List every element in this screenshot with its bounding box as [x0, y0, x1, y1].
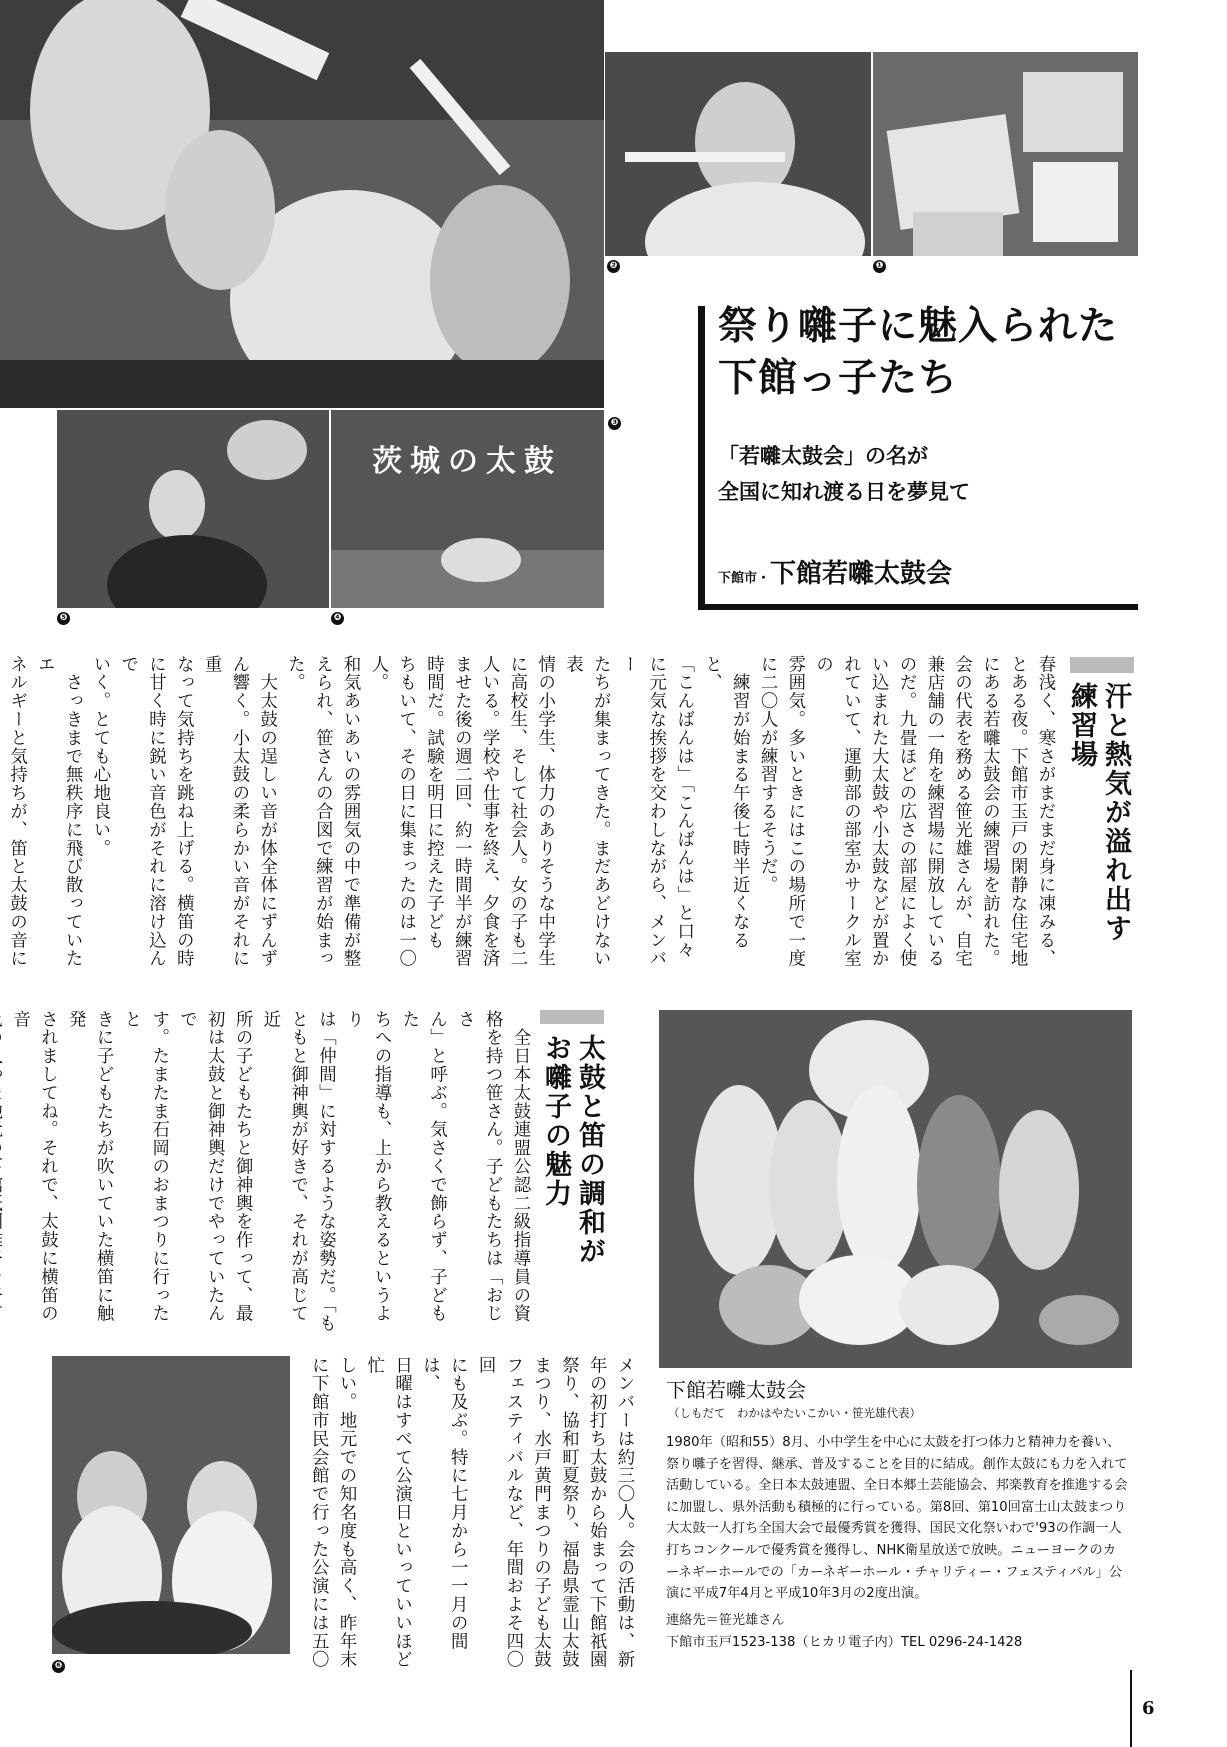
text-column: フェスティバルなど、年間およそ四〇回 [475, 1356, 523, 1669]
text-column: い込まれた大太鼓や小太鼓などが置か [868, 655, 889, 968]
photo-leader-portrait [57, 410, 329, 608]
section1-heading-strip [1070, 657, 1134, 673]
stage-banner-text: 茨城の太鼓 [372, 444, 562, 479]
byline-city: 下館市・ [718, 571, 771, 586]
text-column: とある夜。下館市玉戸の閑静な住宅地 [1007, 655, 1028, 968]
photo-number-badge: ❻ [52, 1660, 65, 1673]
text-column: 春浅く、寒さがまだまだ身に凍みる、 [1035, 655, 1055, 968]
text-column: 大太鼓の逞しい音が体全体にずんず [256, 655, 277, 968]
photo-number-badge: ❺ [57, 612, 70, 625]
text-column: ともと御神輿が好きで、それが高じて近 [259, 1010, 308, 1323]
text-column: されましてね。それで、太鼓に横笛の音 [9, 1010, 58, 1323]
text-column: 時間だ。試験を明日に控えた子ども [423, 655, 444, 950]
photo-number-badge: ❷ [607, 260, 620, 273]
text-column: 「こんばんは」「こんばんは」と口々 [673, 655, 694, 960]
text-column: 日曜はすべて公演日といっていいほど忙 [363, 1356, 412, 1669]
section2-body-upper [9, 1010, 533, 1340]
text-column: いく。とても心地良い。 [89, 655, 110, 858]
photo-group-members [659, 1010, 1132, 1368]
text-column: まつり、水戸黄門まつりの子ども太鼓 [530, 1356, 551, 1669]
text-column: 会の代表を務める笹光雄さんが、自宅 [951, 655, 972, 968]
text-column: に下館市民会館で行った公演には五〇 [308, 1356, 329, 1669]
section2-heading [538, 1034, 606, 1284]
section1-heading-line2: 練習場 [1066, 682, 1097, 769]
byline [718, 553, 952, 590]
text-column: 雰囲気。多いときにはこの場所で一度 [784, 655, 805, 968]
text-column: さっきまで無秩序に飛び散っていたエ [34, 655, 83, 968]
photo-two-drummers [52, 1356, 290, 1654]
article-title-line2: 下館っ子たち [718, 355, 959, 401]
article-title-line1: 祭り囃子に魅入られた [718, 303, 1119, 349]
section2-heading-line2: お囃子の魅力 [540, 1034, 571, 1208]
photo-number-badge: ❸ [608, 417, 621, 430]
text-column: のだ。九畳ほどの広さの部屋によく使 [896, 655, 917, 968]
byline-group: 下館若囃太鼓会 [770, 559, 953, 589]
text-column: は「仲間」に対するような姿勢だ。「も [315, 1010, 336, 1333]
text-column: にも及ぶ。特に七月から一一月の間は、 [419, 1356, 468, 1651]
text-column: に元気な挨拶を交わしながら、メンバー [618, 655, 666, 968]
text-column: 全日本太鼓連盟公認二級指導員の資 [510, 1010, 530, 1323]
text-column: に高校生、そして社会人。女の子も二 [506, 655, 527, 968]
text-column: たちが集まってきた。まだあどけない表 [562, 655, 611, 968]
infobox-contact-label: 連絡先＝笹光雄さん [666, 1613, 785, 1628]
text-column: 兼店舗の一角を練習場に開放している [923, 655, 944, 968]
subtitle-line1: 「若囃太鼓会」の名が [718, 444, 928, 468]
title-left-bar [698, 306, 705, 606]
text-column: にある若囃太鼓会の練習場を訪れた。 [979, 655, 1000, 968]
text-column: 所の子どもたちと御神輿を作って、最 [232, 1010, 253, 1323]
section2-heading-strip [540, 1010, 604, 1024]
text-column: す。たまたま石岡のおまつりに行ったと [120, 1010, 169, 1323]
subtitle-line2: 全国に知れ渡る日を夢見て [718, 480, 970, 504]
text-column: 練習が始まる午後七時半近くなると、 [701, 655, 750, 950]
photo-certificates-wall [873, 52, 1138, 256]
text-column: しい。地元での知名度も高く、昨年末 [336, 1356, 357, 1669]
text-column: ちへの指導も、上から教えるというより [343, 1010, 392, 1323]
text-column: に甘く時に鋭い音色がそれに溶け込んで [117, 655, 166, 968]
text-column: れていて、運動部の部室かサークル室の [812, 655, 861, 968]
photo-drummers-practice [0, 0, 604, 408]
page-number: 6 [1142, 1698, 1155, 1719]
page-number-rule [1130, 1670, 1132, 1747]
infobox-title: 下館若囃太鼓会 [666, 1378, 806, 1402]
text-column: 人いる。学校や仕事を終え、夕食を済 [479, 655, 500, 968]
text-column: きに子どもたちが吹いていた横笛に触発 [65, 1010, 114, 1323]
text-column: えられ、笹さんの合図で練習が始まった。 [284, 655, 333, 968]
text-column: 情の小学生、体力のありそうな中学生 [534, 655, 555, 968]
text-column: ちもいて、その日に集まったのは一〇人。 [367, 655, 416, 968]
text-column: 祭り、協和町夏祭り、福島県霊山太鼓 [558, 1356, 579, 1669]
article-title [718, 300, 1118, 404]
infobox-text: 1980年（昭和55）8月、小中学生を中心に太鼓を打つ体力と精神力を養い、祭り囃子を習得、継承、普及することを目的に結成。創作太鼓にも力を入れて活動している。全日本太鼓連盟、全日本郷土芸能協会、邦楽教育を推進する会に加盟し、県外活動も積極的に行っている。第8回、第10回富士山太鼓まつり大太鼓一人打ち全国大会で最優秀賞を獲得、国民文化祭いわで'93の作調一人打ちコンクールで優秀賞を獲得し、NHK衛星放送で放映。ニューヨークのカーネギーホールでの「カーネギーホール・チャリティー・フェスティバル」公演に平成7年4月と平成10年3月の2度出演。 [666, 1435, 1128, 1602]
infobox-address: 下館市玉戸1523-138（ヒカリ電子内）TEL 0296-24-1428 [666, 1634, 1023, 1650]
photo-number-badge: ❶ [873, 260, 886, 273]
text-column: なって気持ちを跳ね上げる。横笛の時 [173, 655, 194, 968]
text-column: 初は太鼓と御神輿だけでやっていたんで [176, 1010, 225, 1323]
text-column [0, 1010, 5, 1340]
infobox-reading: （しもだて わかはやたいこかい・笹光雄代表） [668, 1406, 921, 1420]
text-column: ませた後の週二回、約一時間半が練習 [451, 655, 472, 968]
text-column: ん響く。小太鼓の柔らかい音がそれに重 [201, 655, 249, 968]
title-bottom-bar [698, 604, 1138, 610]
text-column: メンバーは約三〇人。会の活動は、新 [614, 1356, 634, 1669]
infobox-contact [666, 1610, 1022, 1653]
text-column: 格を持つ笹さん。子どもたちは「おじさ [454, 1010, 503, 1323]
photo-flute-player [605, 52, 871, 256]
section1-heading-line1: 汗と熱気が溢れ出す [1100, 682, 1131, 943]
text-column: 和気あいあいの雰囲気の中で準備が整 [340, 655, 361, 968]
text-column: ん」と呼ぶ。気さくで飾らず、子どもた [398, 1010, 447, 1323]
section2-body-lower [308, 1356, 637, 1686]
text-column: ネルギーと気持ちが、笛と太鼓の音に [6, 655, 27, 968]
photo-number-badge: ❹ [331, 612, 344, 625]
section1-heading [1064, 682, 1132, 982]
article-subtitle [718, 438, 970, 510]
section1-body [6, 655, 1058, 985]
section2-heading-line1: 太鼓と笛の調和が [574, 1034, 605, 1266]
text-column: に二〇人が練習するそうだ。 [757, 655, 778, 895]
text-column: 年の初打ち太鼓から始まって下館祇園 [586, 1356, 607, 1669]
